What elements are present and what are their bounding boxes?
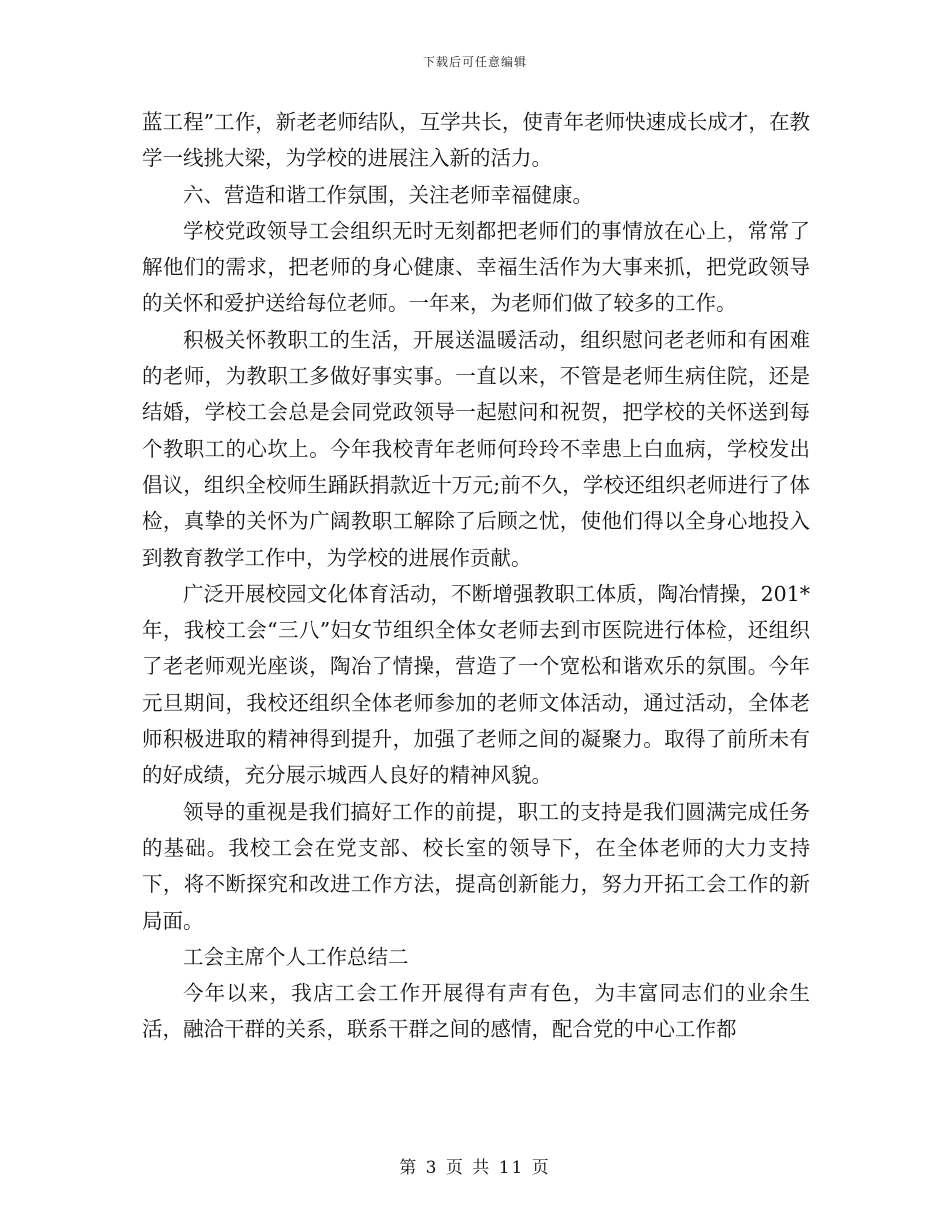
header-note: 下载后可任意编辑 — [422, 55, 527, 69]
paragraph: 学校党政领导工会组织无时无刻都把老师们的事情放在心上，常常了解他们的需求，把老师的身心健康、幸福生活作为大事来抓，把党政领导的关怀和爱护送给每位老师。一年来，为老师们做了较多的工作。 — [142, 218, 810, 316]
footer-prefix: 第 — [399, 1158, 419, 1178]
paragraph: 积极关怀教职工的生活，开展送温暖活动，组织慰问老老师和有困难的老师，为教职工多做好事实事。一直以来，不管是老师生病住院，还是结婚，学校工会总是会同党政领导一起慰问和祝贺，把学校的关怀送到每个教职工的心坎上。今年我校青年老师何玲玲不幸患上白血病，学校发出倡议，组织全校师生踊跃捐款近十万元;前不久，学校还组织老师进行了体检，真挚的关怀为广阔教职工解除了后顾之忧，使他们得以全身心地投入到教育教学工作中，为学校的进展作贡献。 — [142, 327, 810, 570]
section-heading: 六、营造和谐工作氛围，关注老师幸福健康。 — [183, 182, 593, 207]
paragraph: 今年以来，我店工会工作开展得有声有色，为丰富同志们的业余生活，融洽干群的关系，联系干群之间的感情，配合党的中心工作都 — [142, 981, 810, 1042]
current-page-number: 3 — [425, 1158, 439, 1178]
section-heading: 工会主席个人工作总结二 — [183, 944, 409, 969]
page-footer — [0, 1153, 950, 1178]
paragraph: 广泛开展校园文化体育活动，不断增强教职工体质，陶冶情操，201*年，我校工会“三八”妇女节组织全体女老师去到市医院进行体检，还组织了老老师观光座谈，陶冶了情操，营造了一个宽松和谐欢乐的氛围。今年元旦期间，我校还组织全体老师参加的老师文体活动，通过活动，全体老师积极进取的精神得到提升，加强了老师之间的凝聚力。取得了前所未有的好成绩，充分展示城西人良好的精神风貌。 — [142, 581, 810, 788]
page-header — [0, 53, 950, 70]
document-body — [142, 104, 810, 1048]
paragraph: 蓝工程”工作，新老老师结队，互学共长，使青年老师快速成长成才，在教学一线挑大梁，为学校的进展注入新的活力。 — [142, 110, 810, 171]
paragraph: 领导的重视是我们搞好工作的前提，职工的支持是我们圆满完成任务的基础。我校工会在党支部、校长室的领导下，在全体老师的大力支持下，将不断探究和改进工作方法，提高创新能力，努力开拓工会工作的新局面。 — [142, 799, 810, 933]
footer-suffix: 页 — [531, 1158, 551, 1178]
total-page-count: 11 — [498, 1158, 525, 1178]
footer-middle: 页 共 — [445, 1158, 492, 1178]
